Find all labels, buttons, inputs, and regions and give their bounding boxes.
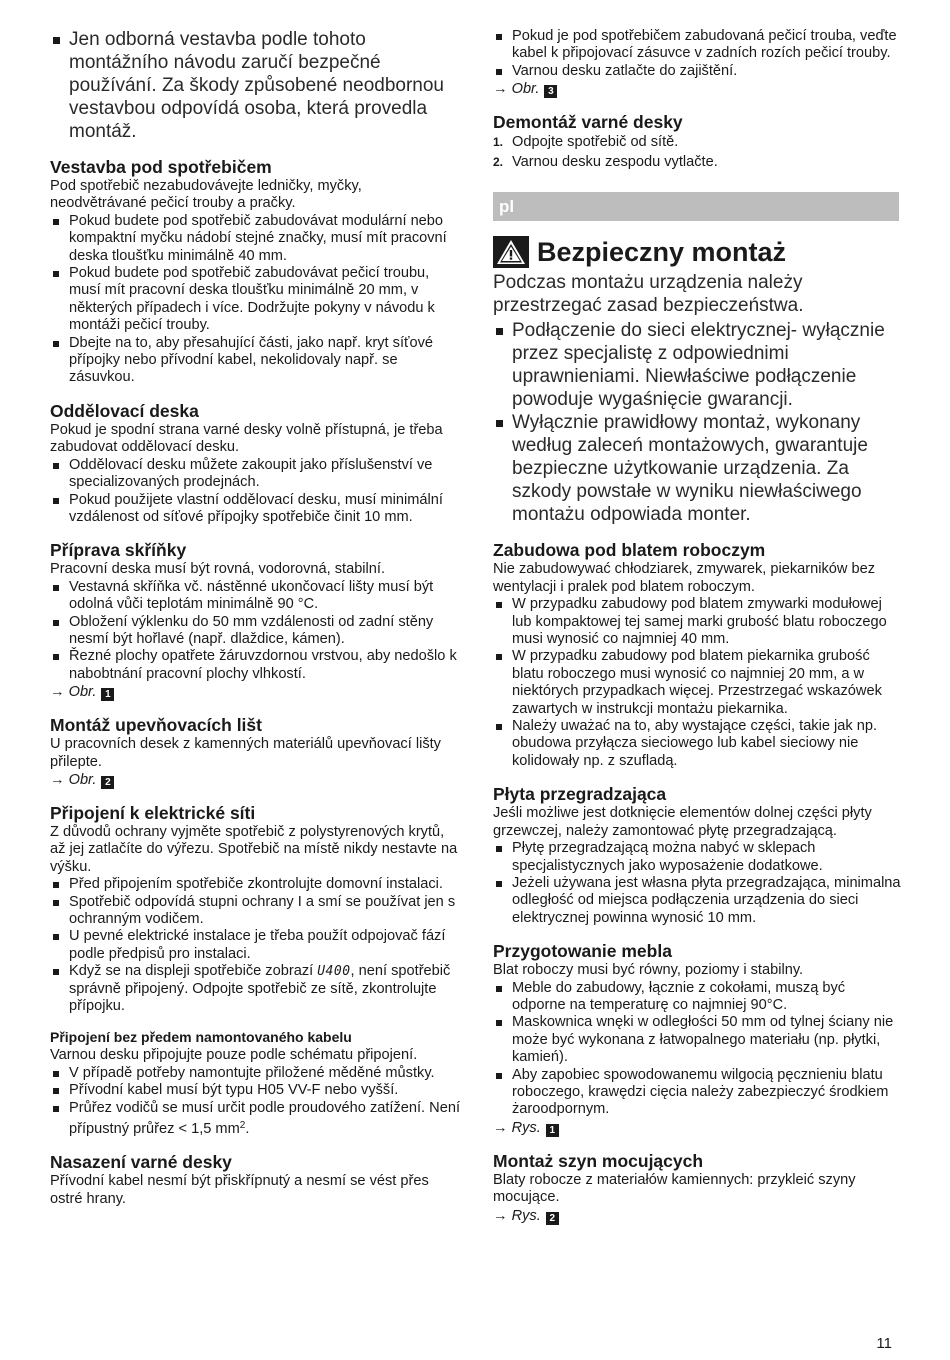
list-item: Varnou desku zatlačte do zajištění. — [493, 63, 901, 80]
section-title: Připojení k elektrické síti — [50, 802, 256, 823]
list-item: W przypadku zabudowy pod blatem piekarnika grubość blatu roboczego musi wynosić co najmniej 20 mm, a w niektórych przypadkach więcej. Przestrzegać wskazówek zawartych w instrukcji montażu piekarnika. — [493, 648, 901, 718]
intro-list — [493, 319, 901, 526]
list-item — [493, 133, 901, 153]
section-text: Jeśli możliwe jest dotknięcie elementów dolnej części płyty grzewczej, należy zamontować płytę przegradzającą. — [493, 805, 872, 839]
language-bar: pl — [493, 192, 899, 221]
left-column — [50, 28, 460, 1208]
list-item: Spotřebič odpovídá stupni ochrany I a smí se používat jen s ochranným vodičem. — [50, 894, 460, 929]
figure-number-badge: 1 — [101, 688, 114, 701]
section-text: U pracovních desek z kamenných materiálů upevňovací lišty přilepte. — [50, 736, 441, 770]
figure-ref-label: Obr. — [68, 771, 97, 788]
display-code: U400 — [317, 964, 351, 980]
item-text-post: , není spotřebič správně připojený. Odpojte spotřebič ze sítě, zkontrolujte přípojku. — [69, 963, 451, 1015]
section-title: Nasazení varné desky — [50, 1152, 232, 1173]
item-text-end: . — [245, 1121, 250, 1138]
list-item: Jen odborná vestavba podle tohoto montážního návodu zaručí bezpečné používání. Za škody způsobené neodbornou vestavbou odpovídá osoba, která provedla montáž. — [50, 28, 460, 143]
bullet-list — [493, 28, 901, 80]
step-text: Varnou desku zespodu vytlačte. — [512, 153, 718, 170]
list-item: Pokud budete pod spotřebič zabudovávat pečicí troubu, musí mít pracovní deska tloušťku minimálně 20 mm, v některých případech i více. Dodržujte pokyny v návodu k montáži pečicí trouby. — [50, 265, 460, 335]
section-montaz-list — [50, 715, 460, 789]
list-item: Wyłącznie prawidłowy montaż, wykonany według zaleceń montażowych, gwarantuje bezpieczne użytkowanie urządzenia. Za szkody powstałe w wyniku niewłaściwego montażu odpowiada monter. — [493, 411, 901, 526]
section-montaz-szyn — [493, 1151, 901, 1225]
list-item: Podłączenie do sieci elektrycznej- wyłącznie przez specjalistę z odpowiednimi uprawnieniami. Niewłaściwe podłączenie powoduje wygaśnięcie gwarancji. — [493, 319, 901, 411]
bullet-list — [50, 876, 460, 1015]
item-text-pre: Když se na displeji spotřebiče zobrazí — [69, 963, 314, 980]
figure-reference — [50, 771, 460, 789]
section-demontaz — [493, 112, 901, 172]
section-title: Montaż szyn mocujących — [493, 1150, 704, 1171]
list-item: W przypadku zabudowy pod blatem zmywarki modułowej lub kompaktowej tej samej marki grubość blatu roboczego musi wynosić co najmniej 40 mm. — [493, 596, 901, 648]
list-item — [50, 963, 460, 1015]
section-przygotowanie — [493, 941, 901, 1137]
list-item — [50, 1100, 460, 1139]
bullet-list — [493, 596, 901, 770]
section-pripojeni-bez-kabelu — [50, 1029, 460, 1138]
section-zabudowa — [493, 540, 901, 770]
figure-number-badge: 2 — [546, 1212, 559, 1225]
list-item — [493, 153, 901, 173]
list-item: Pokud budete pod spotřebič zabudovávat modulární nebo kompaktní myčku nádobí stejné značky, musí mít pracovní deska tloušťku minimálně 40 mm. — [50, 213, 460, 265]
intro-text: Podczas montażu urządzenia należy przestrzegać zasad bezpieczeństwa. — [493, 272, 804, 317]
page-title: Bezpieczny montaż — [537, 237, 787, 268]
bullet-list — [50, 1065, 460, 1139]
list-item: Płytę przegradzającą można nabyć w sklepach specjalistycznych jako wyposażenie dodatkowe. — [493, 840, 901, 875]
superscript: 2 — [239, 1120, 246, 1132]
figure-ref-label: Obr. — [68, 684, 97, 701]
arrow-right-icon: → — [493, 81, 508, 98]
item-text: Průřez vodičů se musí určit podle proudového zatížení. Není přípustný průřez < 1,5 mm — [69, 1099, 460, 1138]
figure-ref-label: Rys. — [511, 1119, 541, 1136]
list-item: Maskownica wnęki w odległości 50 mm od tylnej ściany nie może być wykonana z łatwopalnego materiału (np. płytki, kamień). — [493, 1014, 901, 1066]
section-title: Oddělovací deska — [50, 400, 199, 421]
figure-ref-label: Obr. — [511, 81, 540, 98]
section-plyta — [493, 784, 901, 927]
section-text: Blaty robocze z materiałów kamiennych: przykleić szyny mocujące. — [493, 1171, 856, 1206]
section-title: Vestavba pod spotřebičem — [50, 157, 272, 177]
section-text: Pracovní deska musí být rovná, vodorovná, stabilní. — [50, 561, 386, 578]
section-text: Z důvodů ochrany vyjměte spotřebič z polystyrenových krytů, až jej zatlačíte do výřezu. Spotřebič na místě nikdy nestavte na výšku. — [50, 823, 458, 875]
section-text: Pod spotřebič nezabudovávejte ledničky, myčky, neodvětrávané pečicí trouby a pračky. — [50, 178, 362, 212]
section-text: Přívodní kabel nesmí být přiskřípnutý a nesmí se vést přes ostré hrany. — [50, 1173, 429, 1207]
section-title: Zabudowa pod blatem roboczym — [493, 540, 766, 561]
list-item: Obložení výklenku do 50 mm vzdálenosti od zadní stěny nesmí být hořlavé (např. dlaždice, kámen). — [50, 614, 460, 649]
list-item: Aby zapobiec spowodowanemu wilgocią pęcznieniu blatu roboczego, krawędzi cięcia należy zabezpieczyć środkiem żaroodpornym. — [493, 1067, 901, 1119]
bullet-list — [493, 980, 901, 1119]
section-text: Nie zabudowywać chłodziarek, zmywarek, piekarników bez wentylacji i pralek pod blatem roboczym. — [493, 561, 876, 595]
arrow-right-icon: → — [493, 1207, 508, 1224]
list-item: Dbejte na to, aby přesahující části, jako např. kryt síťové přípojky nebo přívodní kabel, nekolidovaly např. se zásuvkou. — [50, 335, 460, 387]
list-item: Oddělovací desku můžete zakoupit jako příslušenství ve specializovaných prodejnách. — [50, 457, 460, 492]
intro-list — [50, 28, 460, 143]
section-subtitle: Připojení bez předem namontovaného kabelu — [50, 1029, 352, 1046]
section-vestavba — [50, 157, 460, 387]
section-text: Blat roboczy musi być równy, poziomy i stabilny. — [493, 962, 804, 979]
list-item: Jeżeli używana jest własna płyta przegradzająca, minimalna odległość od miejsca podłączenia urządzenia do sieci elektrycznej powinna wynosić 10 mm. — [493, 875, 901, 927]
list-item: Meble do zabudowy, łącznie z cokołami, muszą być odporne na temperaturę co najmniej 90°C. — [493, 980, 901, 1015]
section-title: Montáž upevňovacích lišt — [50, 715, 262, 736]
figure-reference — [493, 1207, 901, 1225]
list-item: Vestavná skříňka vč. nástěnné ukončovací lišty musí být odolná vůči teplotám minimálně 90 °C. — [50, 579, 460, 614]
arrow-right-icon: → — [50, 684, 65, 701]
section-title: Płyta przegradzająca — [493, 784, 667, 805]
list-item: Należy uważać na to, aby wystające części, takie jak np. obudowa przyłącza sieciowego lub kabel sieciowy nie kolidowały np. z szufladą. — [493, 718, 901, 770]
figure-number-badge: 2 — [101, 776, 114, 789]
list-item: Přívodní kabel musí být typu H05 VV-F nebo vyšší. — [50, 1082, 460, 1099]
figure-number-badge: 1 — [546, 1124, 559, 1137]
figure-reference — [493, 1119, 901, 1137]
bullet-list — [50, 579, 460, 683]
section-text: Pokud je spodní strana varné desky volně přístupná, je třeba zabudovat oddělovací desku. — [50, 421, 443, 456]
section-title: Příprava skříňky — [50, 540, 187, 561]
list-item: V případě potřeby namontujte přiložené měděné můstky. — [50, 1065, 460, 1082]
arrow-right-icon: → — [50, 771, 65, 788]
bullet-list — [50, 213, 460, 387]
figure-reference — [50, 683, 460, 701]
list-item: Pokud je pod spotřebičem zabudovaná pečicí trouba, veďte kabel k připojovací zásuvce v zadních rozích pečicí trouby. — [493, 28, 901, 63]
section-oddelovaci-deska — [50, 401, 460, 526]
list-item: Řezné plochy opatřete žáruvzdornou vrstvou, aby nedošlo k nabobtnání pracovní plochy vlhkostí. — [50, 648, 460, 683]
bullet-list — [493, 840, 901, 927]
section-nasazeni — [50, 1152, 460, 1208]
list-item: Pokud použijete vlastní oddělovací desku, musí minimální vzdálenost od síťové přípojky spotřebiče činit 10 mm. — [50, 492, 460, 527]
section-title: Przygotowanie mebla — [493, 941, 672, 962]
figure-number-badge: 3 — [544, 85, 557, 98]
numbered-list — [493, 133, 901, 172]
bullet-list — [50, 457, 460, 527]
step-number: 2. — [493, 154, 504, 169]
arrow-right-icon: → — [493, 1119, 508, 1136]
list-item: Před připojením spotřebiče zkontrolujte domovní instalaci. — [50, 876, 460, 893]
warning-triangle-icon — [493, 236, 529, 268]
figure-reference — [493, 80, 901, 98]
page-number: 11 — [876, 1335, 892, 1352]
section-title: Demontáž varné desky — [493, 112, 683, 133]
list-item: U pevné elektrické instalace je třeba použít odpojovač fází podle předpisů pro instalaci. — [50, 928, 460, 963]
section-priprava-skrinky — [50, 540, 460, 701]
right-column — [493, 28, 901, 1225]
step-text: Odpojte spotřebič od sítě. — [512, 134, 679, 151]
figure-ref-label: Rys. — [511, 1207, 541, 1224]
section-pripojeni — [50, 803, 460, 1015]
warning-heading — [493, 236, 901, 268]
section-text: Varnou desku připojujte pouze podle schématu připojení. — [50, 1047, 418, 1064]
step-number: 1. — [493, 135, 504, 150]
